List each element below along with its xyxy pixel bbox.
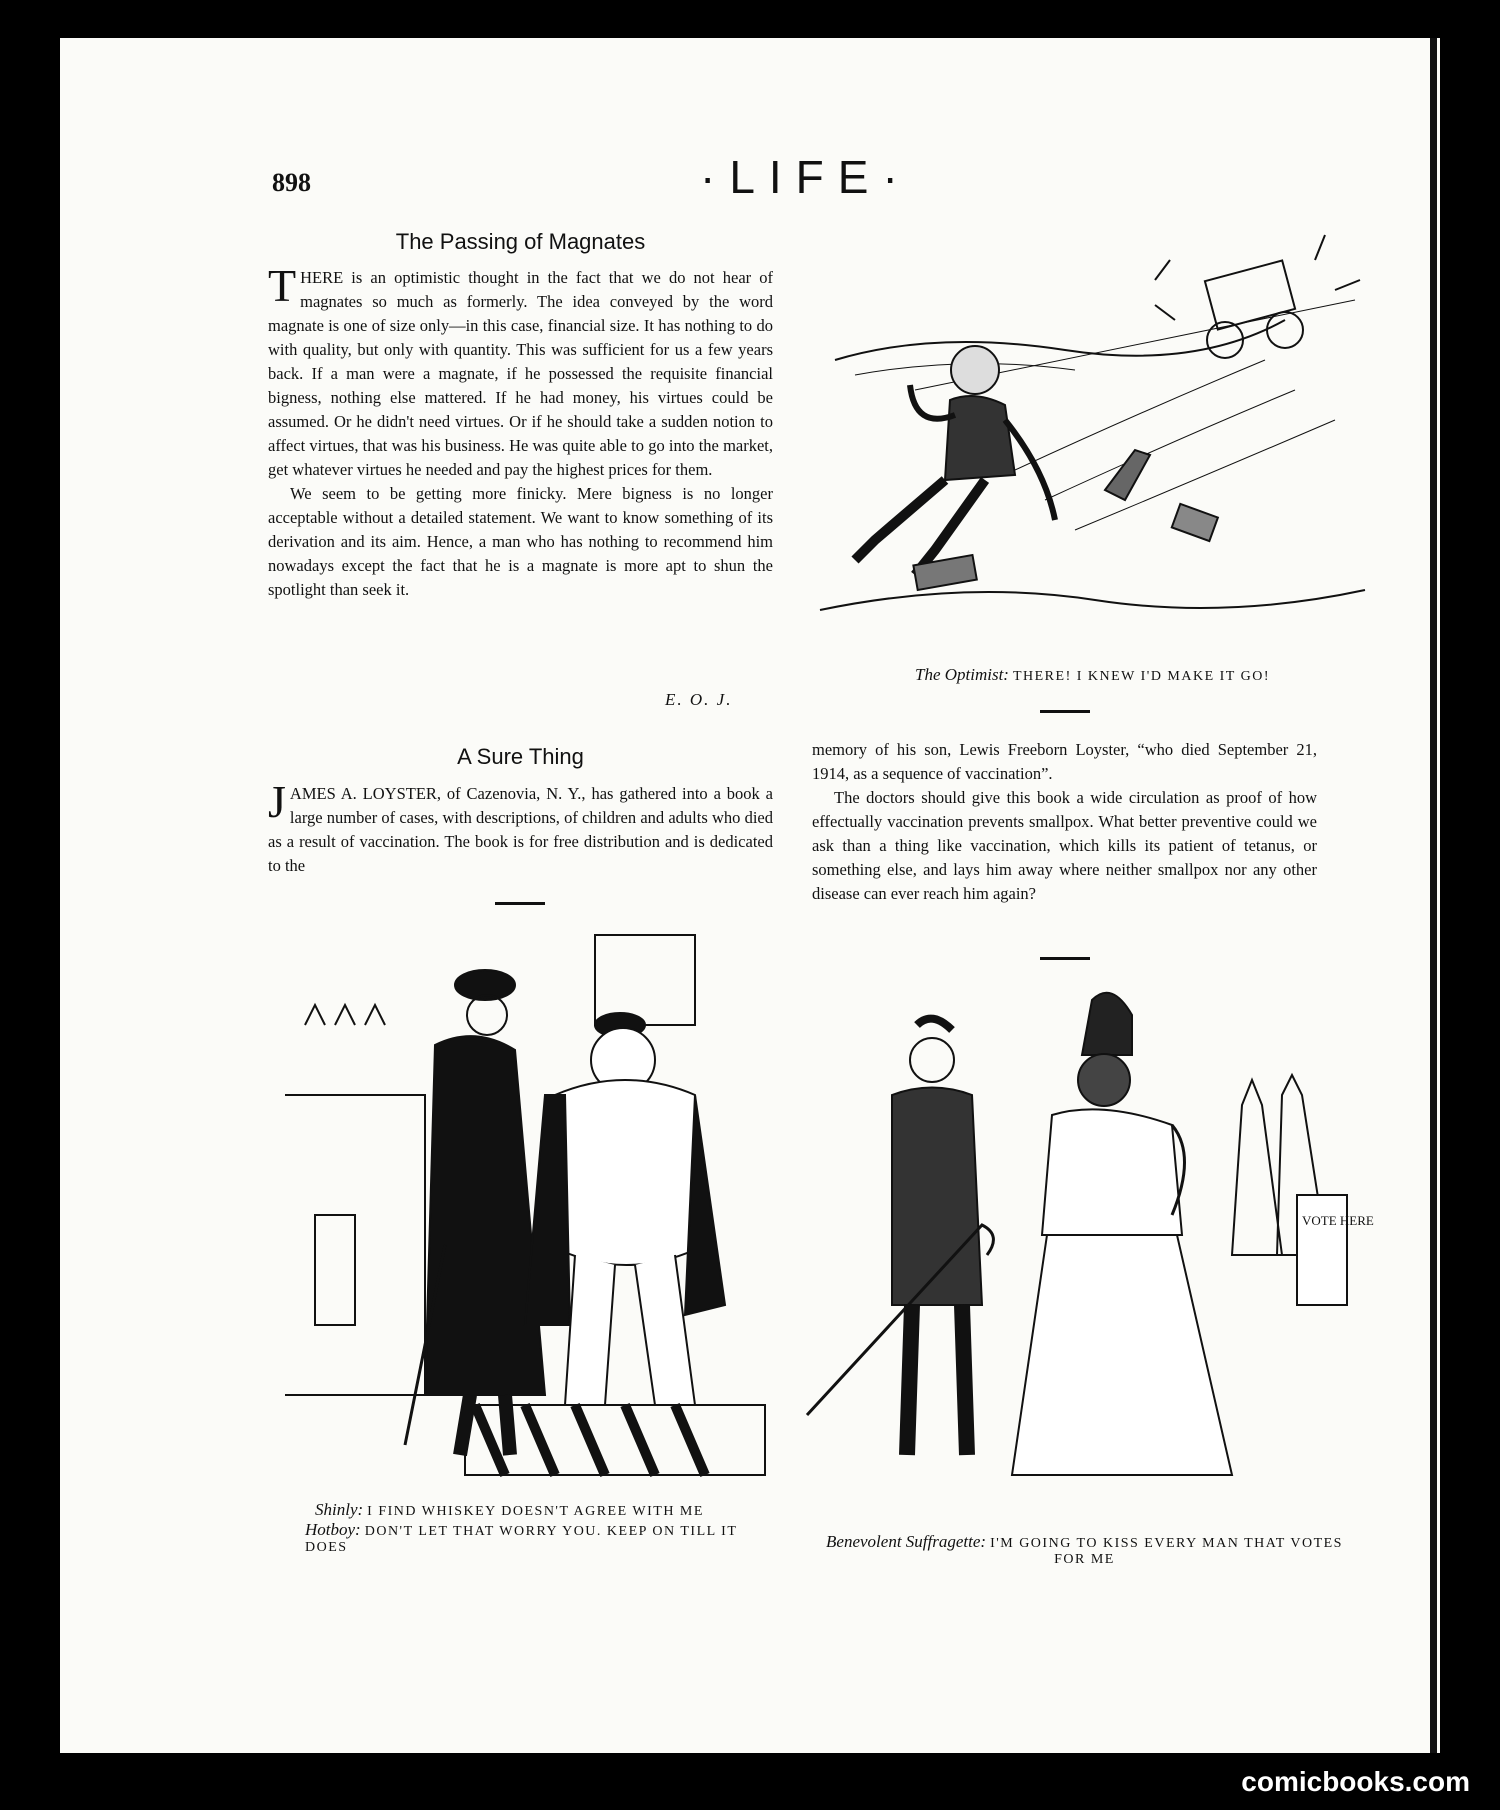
article-title-sure-thing: A Sure Thing (457, 744, 584, 769)
article-signature: E. O. J. (665, 690, 733, 709)
section-divider (495, 902, 545, 905)
caption-line: I'M GOING TO KISS EVERY MAN THAT VOTES FOR ME (990, 1536, 1343, 1567)
drop-cap: J (268, 776, 286, 827)
watermark: comicbooks.com (1241, 1766, 1470, 1797)
drop-cap: T (268, 260, 297, 311)
caption-line: I FIND WHISKEY DOESN'T AGREE WITH ME (367, 1504, 704, 1519)
caption-speaker: Hotboy: (305, 1520, 361, 1539)
caption-speaker: The Optimist: (914, 665, 1009, 684)
cartoon-optimist-illustration (815, 240, 1370, 630)
page-number: 898 (272, 168, 311, 197)
paragraph: THERE is an optimistic thought in the fact that we do not hear of magnates so much as formerly. The idea conveyed by the word magnate is one of size only—in this case, financial size. It has nothing to do with quality, but only with quantity. This was sufficient for us a few years back. If a man were a magnate, if he possessed the requisite financial bigness, nothing else mattered. If he had money, his virtues could be assumed. Or he didn't need virtues. Or if he should take a sudden notion to affect virtues, that was his business. He was quite able to go into the market, get whatever virtues he needed and pay the highest prices for them. (268, 260, 773, 479)
article-body-magnates (268, 260, 773, 602)
cartoon-suffragette-illustration (812, 985, 1374, 1495)
cartoon-suffragette-caption (812, 1532, 1357, 1568)
article-title-magnates: The Passing of Magnates (395, 229, 646, 254)
paragraph: The doctors should give this book a wide circulation as proof of how effectually vaccination prevents smallpox. What better preventive could we ask than a thing like vaccination, which kills its patient of tetanus, or something else, and lays him away where neither smallpox nor any other disease can ever reach him again? (812, 788, 1317, 903)
cartoon-whiskey-illustration (275, 925, 770, 1485)
cartoon-optimist-caption (815, 665, 1370, 685)
paragraph: JAMES A. LOYSTER, of Cazenovia, N. Y., has gathered into a book a large number of cases, with descriptions, of children and adults who died as a result of vaccination. The book is for free distribution and is dedicated to the (268, 776, 773, 875)
article-body-sure-thing-continued (812, 738, 1317, 906)
caption-line: DON'T LET THAT WORRY YOU. KEEP ON TILL IT DOES (305, 1524, 738, 1555)
section-divider (1040, 957, 1090, 960)
sign-text: VOTE HERE (1302, 1213, 1374, 1228)
caption-speaker: Shinly: (315, 1500, 364, 1519)
article-body-sure-thing (268, 776, 773, 878)
caption-speaker: Benevolent Suffragette: (826, 1532, 987, 1551)
paragraph: We seem to be getting more finicky. Mere bigness is no longer acceptable without a detailed statement. We want to know something of its derivation and its aim. Hence, a man who has nothing to recommend him nowadays except the fact that he is a magnate is more apt to shun the spotlight than seek it. (268, 484, 773, 599)
paragraph: memory of his son, Lewis Freeborn Loyster, “who died September 21, 1914, as a sequence of vaccination”. (812, 740, 1317, 783)
caption-line: THERE! I KNEW I'D MAKE IT GO! (1012, 669, 1270, 684)
binding-spine (1430, 38, 1437, 1753)
section-divider (1040, 710, 1090, 713)
cartoon-whiskey-caption (275, 1500, 770, 1556)
masthead: ·LIFE· (700, 151, 912, 203)
